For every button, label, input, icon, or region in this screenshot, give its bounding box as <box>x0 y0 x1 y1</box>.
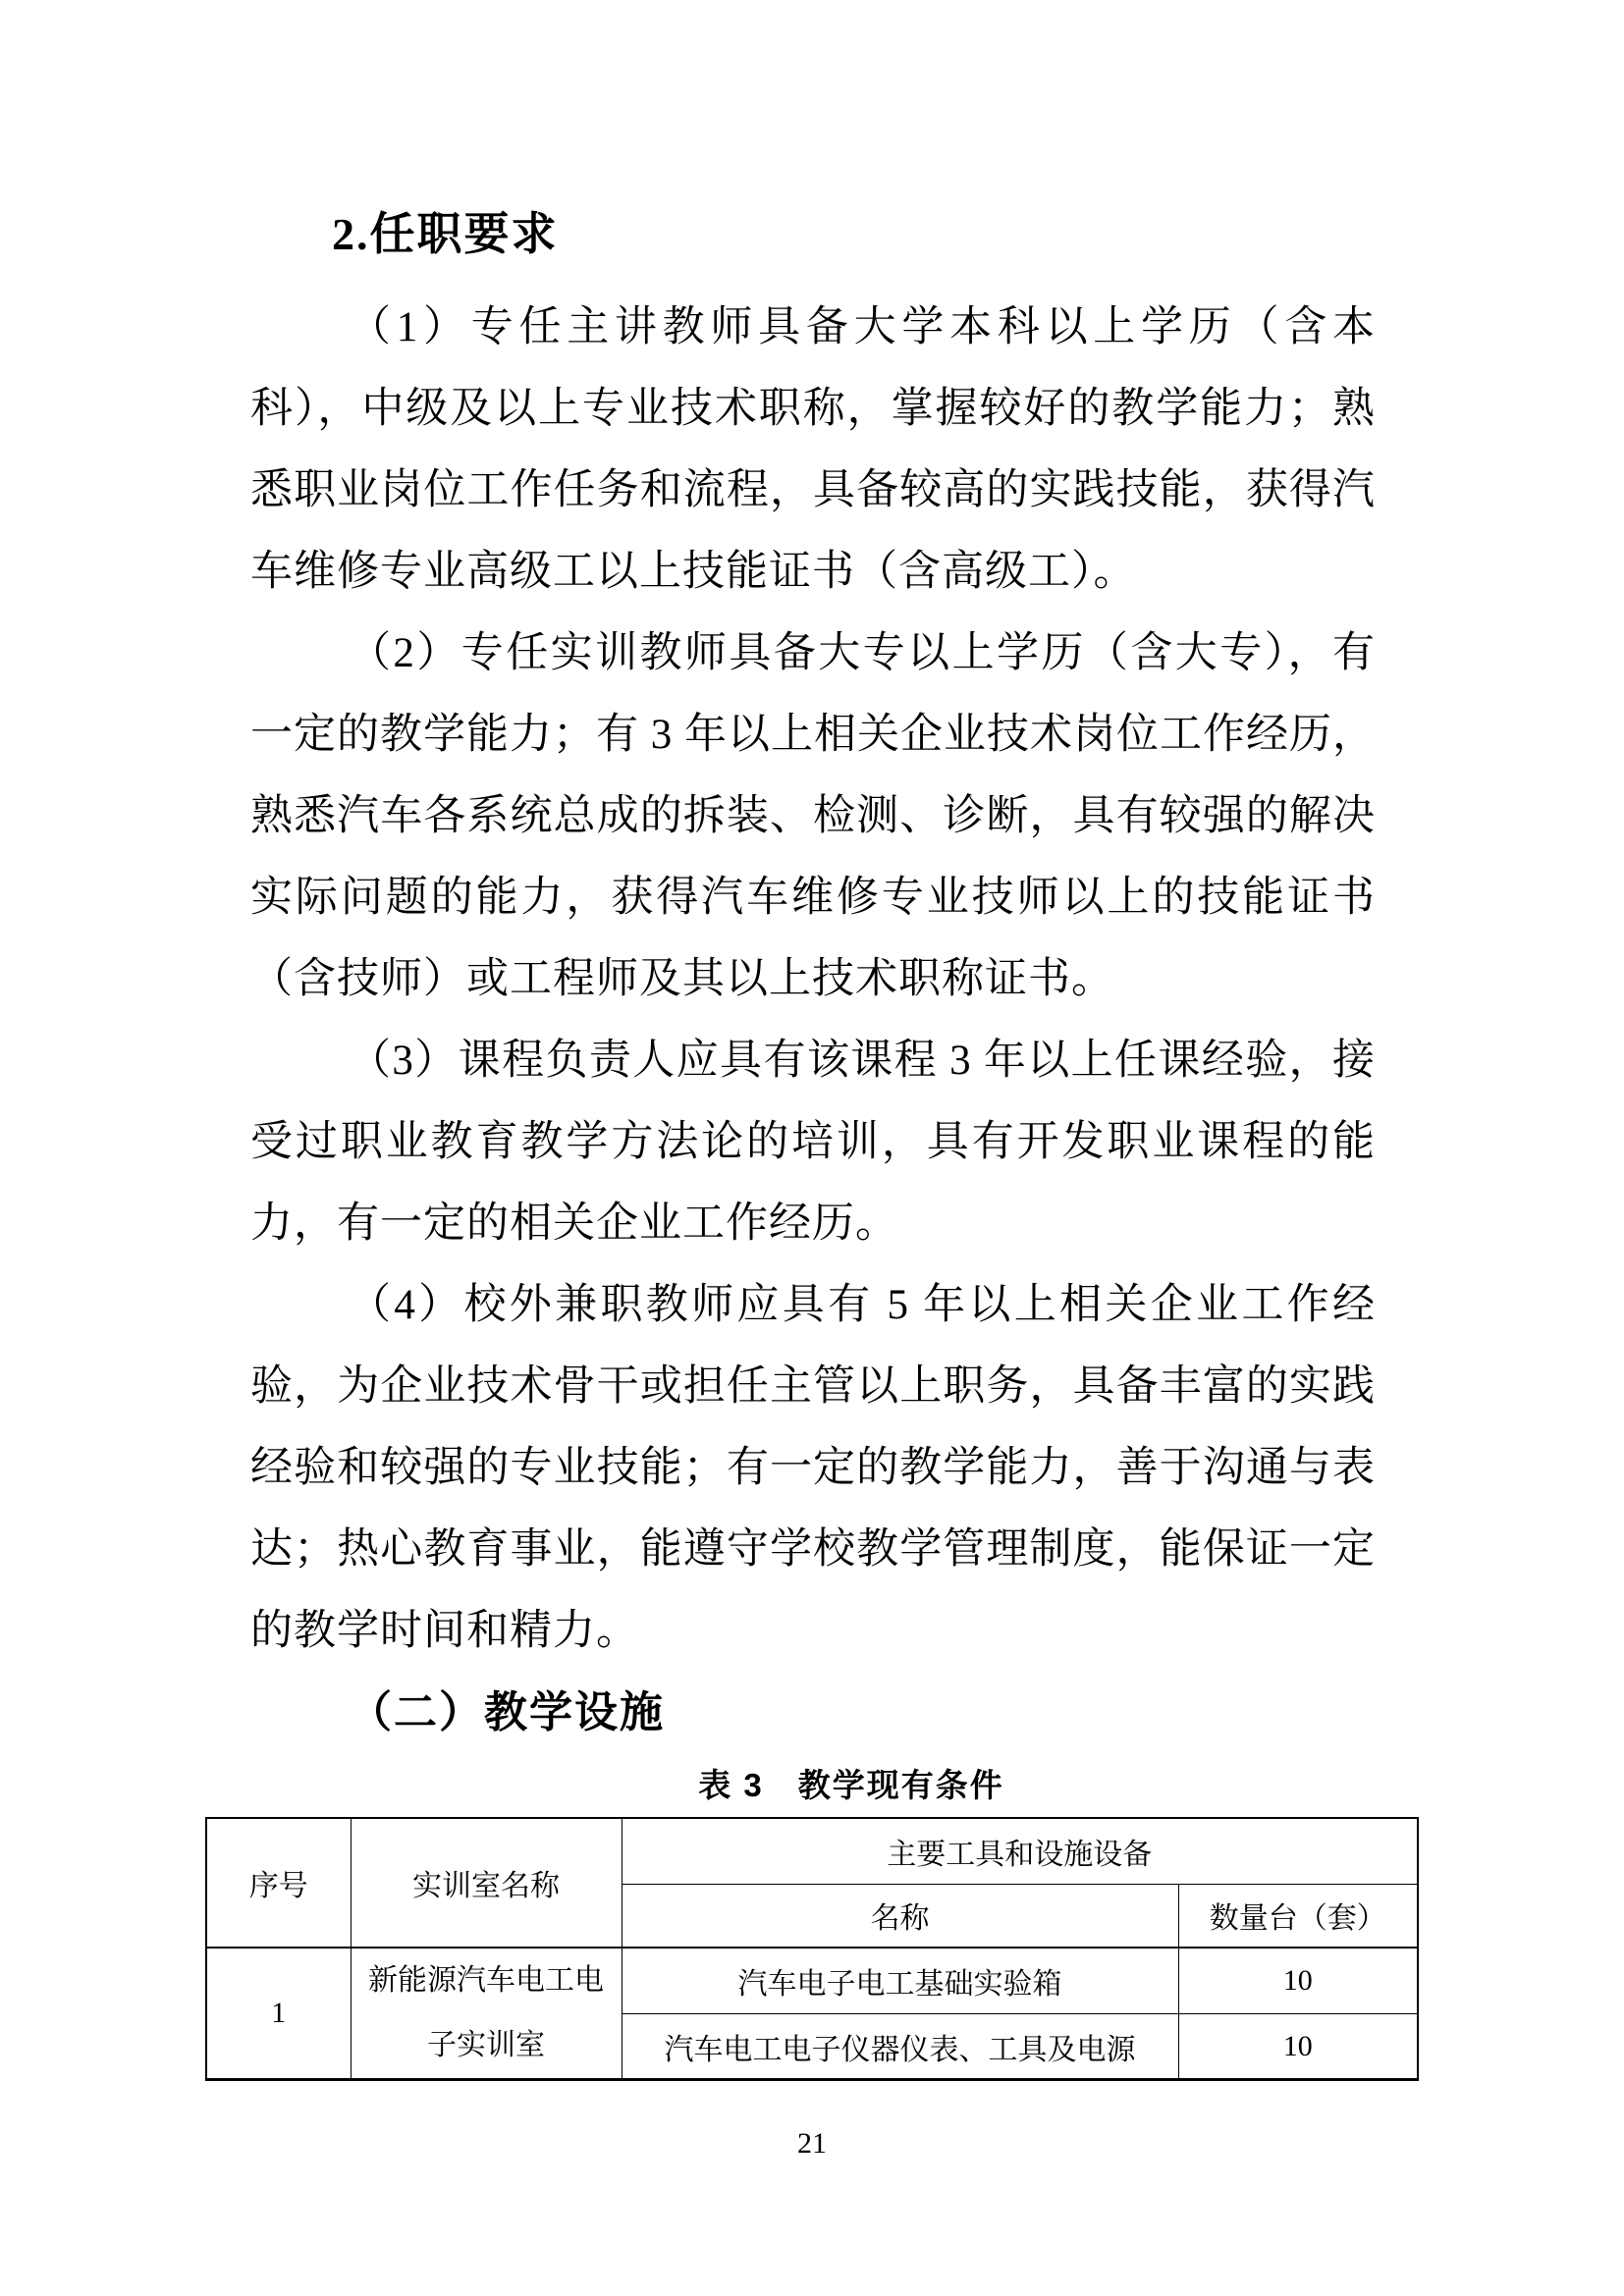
page-number: 21 <box>797 2127 827 2160</box>
body-text <box>250 287 1376 1753</box>
header-cell-serial-number: 序号 <box>206 1818 351 1948</box>
table-title: 表 3 教学现有条件 <box>698 1767 1004 1803</box>
table-header-row-1 <box>206 1818 1418 1884</box>
section-heading-qualification-requirements: 2.任职要求 <box>332 209 559 259</box>
cell-serial-number: 1 <box>206 1948 351 2080</box>
paragraph-4: （4）校外兼职教师应具有 5 年以上相关企业工作经验，为企业技术骨干或担任主管以上职务，具备丰富的实践经验和较强的专业技能；有一定的教学能力，善于沟通与表达；热心教育事业，能遵守学校教学管理制度，能保证一定的教学时间和精力。 <box>250 1282 1376 1654</box>
cell-equipment-quantity: 10 <box>1178 1948 1418 2014</box>
header-cell-equipment-name: 名称 <box>622 1884 1178 1948</box>
paragraph-2: （2）专任实训教师具备大专以上学历（含大专），有一定的教学能力；有 3 年以上相关企业技术岗位工作经历，熟悉汽车各系统总成的拆装、检测、诊断，具有较强的解决实际问题的能力，获得汽车维修专业技师以上的技能证书（含技师）或工程师及其以上技术职称证书。 <box>250 630 1376 1002</box>
section-heading-teaching-facilities: （二）教学设施 <box>349 1688 665 1736</box>
cell-equipment-name: 汽车电子电工基础实验箱 <box>622 1948 1178 2014</box>
facilities-table <box>205 1817 1419 2081</box>
cell-equipment-quantity: 10 <box>1178 2014 1418 2080</box>
cell-equipment-name: 汽车电工电子仪器仪表、工具及电源 <box>622 2014 1178 2080</box>
table-row <box>206 1948 1418 2014</box>
cell-training-room-name: 新能源汽车电工电子实训室 <box>351 1948 622 2080</box>
paragraph-3: （3）课程负责人应具有该课程 3 年以上任课经验，接受过职业教育教学方法论的培训，具有开发职业课程的能力，有一定的相关企业工作经历。 <box>250 1038 1376 1247</box>
header-cell-quantity: 数量台（套） <box>1178 1884 1418 1948</box>
header-cell-tools-and-equipment-group: 主要工具和设施设备 <box>622 1818 1418 1884</box>
paragraph-1: （1）专任主讲教师具备大学本科以上学历（含本科），中级及以上专业技术职称，掌握较好的教学能力；熟悉职业岗位工作任务和流程，具备较高的实践技能，获得汽车维修专业高级工以上技能证书（含高级工）。 <box>250 304 1376 595</box>
header-cell-training-room-name: 实训室名称 <box>351 1818 622 1948</box>
